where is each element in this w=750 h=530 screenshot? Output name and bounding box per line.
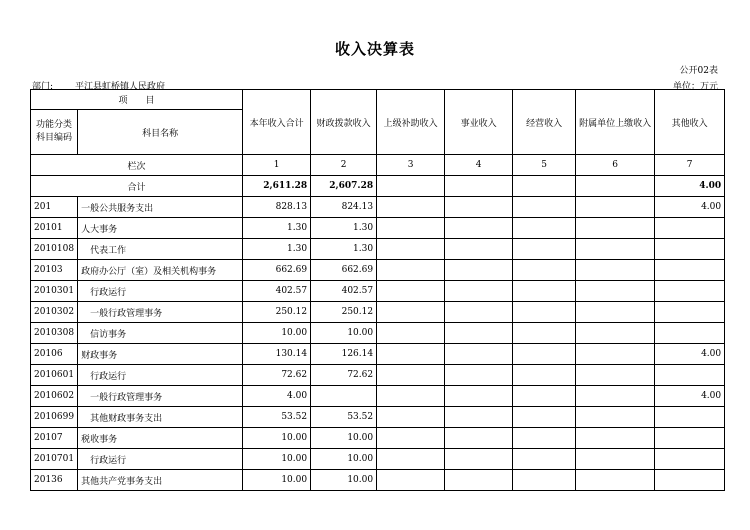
total-value-2: 2,607.28 (311, 176, 377, 197)
row-value-6 (576, 407, 655, 428)
table-row (31, 407, 725, 428)
row-value-3 (377, 218, 445, 239)
row-code: 2010302 (31, 302, 78, 323)
row-name: 人大事务 (78, 218, 243, 239)
row-value-2: 72.62 (311, 365, 377, 386)
row-value-7: 4.00 (655, 197, 725, 218)
row-code: 2010301 (31, 281, 78, 302)
table-row (31, 323, 725, 344)
row-value-6 (576, 344, 655, 365)
row-value-3 (377, 197, 445, 218)
total-label: 合计 (31, 176, 243, 197)
table-row (31, 344, 725, 365)
row-value-1: 828.13 (243, 197, 311, 218)
row-value-6 (576, 218, 655, 239)
col-header-5: 经营收入 (513, 90, 576, 155)
col-header-7: 其他收入 (655, 90, 725, 155)
row-value-4 (445, 197, 513, 218)
total-value-5 (513, 176, 576, 197)
row-name: 行政运行 (78, 365, 243, 386)
row-value-5 (513, 323, 576, 344)
table-row (31, 239, 725, 260)
row-value-1: 4.00 (243, 386, 311, 407)
row-value-7 (655, 218, 725, 239)
row-value-4 (445, 281, 513, 302)
row-value-3 (377, 428, 445, 449)
column-number-3: 3 (377, 155, 445, 176)
row-value-2: 10.00 (311, 323, 377, 344)
row-name: 其他财政事务支出 (78, 407, 243, 428)
column-number-row (31, 155, 725, 176)
col-header-2: 财政拨款收入 (311, 90, 377, 155)
row-value-5 (513, 386, 576, 407)
total-value-3 (377, 176, 445, 197)
row-value-1: 10.00 (243, 470, 311, 491)
row-value-3 (377, 470, 445, 491)
column-number-7: 7 (655, 155, 725, 176)
row-value-3 (377, 365, 445, 386)
row-value-3 (377, 386, 445, 407)
row-code: 2010602 (31, 386, 78, 407)
row-value-2 (311, 386, 377, 407)
row-value-7 (655, 323, 725, 344)
row-value-7: 4.00 (655, 386, 725, 407)
unit-label: 单位：万元 (672, 82, 718, 92)
row-value-1: 10.00 (243, 428, 311, 449)
col-header-4: 事业收入 (445, 90, 513, 155)
row-value-5 (513, 197, 576, 218)
row-value-7 (655, 407, 725, 428)
header-row-group (31, 90, 725, 110)
row-value-1: 10.00 (243, 449, 311, 470)
row-code: 20136 (31, 470, 78, 491)
total-value-6 (576, 176, 655, 197)
row-name: 行政运行 (78, 449, 243, 470)
row-value-4 (445, 323, 513, 344)
row-value-2: 10.00 (311, 449, 377, 470)
row-value-2: 53.52 (311, 407, 377, 428)
col-header-1: 本年收入合计 (243, 90, 311, 155)
row-code: 20103 (31, 260, 78, 281)
row-value-6 (576, 386, 655, 407)
row-value-3 (377, 302, 445, 323)
row-value-3 (377, 239, 445, 260)
row-code: 2010108 (31, 239, 78, 260)
row-code: 20101 (31, 218, 78, 239)
col-header-6: 附属单位上缴收入 (576, 90, 655, 155)
row-value-4 (445, 386, 513, 407)
row-name: 代表工作 (78, 239, 243, 260)
row-value-4 (445, 302, 513, 323)
row-code: 2010701 (31, 449, 78, 470)
row-value-2: 402.57 (311, 281, 377, 302)
table-row (31, 260, 725, 281)
row-value-2: 824.13 (311, 197, 377, 218)
row-value-6 (576, 260, 655, 281)
row-value-6 (576, 302, 655, 323)
item-group-header: 项 目 (31, 90, 243, 110)
total-value-1: 2,611.28 (243, 176, 311, 197)
column-number-4: 4 (445, 155, 513, 176)
row-value-3 (377, 449, 445, 470)
row-value-4 (445, 260, 513, 281)
row-code: 20107 (31, 428, 78, 449)
row-value-4 (445, 407, 513, 428)
row-value-4 (445, 239, 513, 260)
row-value-2: 1.30 (311, 239, 377, 260)
row-value-1: 10.00 (243, 323, 311, 344)
row-value-6 (576, 428, 655, 449)
row-label: 栏次 (31, 155, 243, 176)
form-number: 公开02表 (679, 66, 718, 76)
row-value-5 (513, 302, 576, 323)
department-name: 平江县虹桥镇人民政府 (75, 82, 166, 92)
column-number-5: 5 (513, 155, 576, 176)
row-value-3 (377, 323, 445, 344)
row-value-5 (513, 449, 576, 470)
row-value-6 (576, 239, 655, 260)
row-value-4 (445, 449, 513, 470)
table-row (31, 197, 725, 218)
row-value-6 (576, 470, 655, 491)
table-row (31, 281, 725, 302)
row-value-7 (655, 260, 725, 281)
column-number-6: 6 (576, 155, 655, 176)
row-value-5 (513, 260, 576, 281)
row-value-3 (377, 407, 445, 428)
row-value-2: 1.30 (311, 218, 377, 239)
row-value-1: 662.69 (243, 260, 311, 281)
row-value-1: 1.30 (243, 218, 311, 239)
table-row (31, 218, 725, 239)
row-value-7: 4.00 (655, 344, 725, 365)
row-name: 行政运行 (78, 281, 243, 302)
report-title: 收入决算表 (334, 40, 415, 58)
row-value-5 (513, 407, 576, 428)
table-row (31, 386, 725, 407)
row-code: 20106 (31, 344, 78, 365)
row-value-1: 402.57 (243, 281, 311, 302)
total-value-4 (445, 176, 513, 197)
code-header: 功能分类 科目编码 (31, 110, 78, 155)
row-value-6 (576, 197, 655, 218)
row-value-7 (655, 302, 725, 323)
row-value-7 (655, 470, 725, 491)
row-value-5 (513, 344, 576, 365)
row-value-2: 662.69 (311, 260, 377, 281)
table-row (31, 428, 725, 449)
total-row (31, 176, 725, 197)
row-value-4 (445, 470, 513, 491)
row-name: 其他共产党事务支出 (78, 470, 243, 491)
row-value-7 (655, 239, 725, 260)
column-number-1: 1 (243, 155, 311, 176)
row-value-5 (513, 281, 576, 302)
row-value-6 (576, 365, 655, 386)
row-value-5 (513, 365, 576, 386)
row-value-6 (576, 323, 655, 344)
row-name: 一般公共服务支出 (78, 197, 243, 218)
name-header: 科目名称 (78, 110, 243, 155)
column-number-2: 2 (311, 155, 377, 176)
table-row (31, 302, 725, 323)
row-code: 201 (31, 197, 78, 218)
department-label: 部门: (32, 82, 54, 92)
row-value-4 (445, 218, 513, 239)
row-value-1: 53.52 (243, 407, 311, 428)
table-row (31, 449, 725, 470)
row-value-2: 10.00 (311, 470, 377, 491)
row-value-5 (513, 239, 576, 260)
income-table (30, 89, 725, 491)
row-name: 政府办公厅（室）及相关机构事务 (78, 260, 243, 281)
row-value-4 (445, 365, 513, 386)
row-value-1: 1.30 (243, 239, 311, 260)
total-value-7: 4.00 (655, 176, 725, 197)
row-name: 税收事务 (78, 428, 243, 449)
table-row (31, 365, 725, 386)
row-value-4 (445, 344, 513, 365)
row-value-7 (655, 281, 725, 302)
row-code: 2010308 (31, 323, 78, 344)
row-value-6 (576, 281, 655, 302)
row-name: 信访事务 (78, 323, 243, 344)
row-value-2: 250.12 (311, 302, 377, 323)
row-value-7 (655, 365, 725, 386)
row-name: 一般行政管理事务 (78, 302, 243, 323)
row-value-1: 130.14 (243, 344, 311, 365)
row-value-7 (655, 428, 725, 449)
row-value-5 (513, 218, 576, 239)
row-value-4 (445, 428, 513, 449)
row-value-7 (655, 449, 725, 470)
row-value-3 (377, 260, 445, 281)
row-value-6 (576, 449, 655, 470)
row-value-3 (377, 344, 445, 365)
row-value-5 (513, 470, 576, 491)
row-name: 一般行政管理事务 (78, 386, 243, 407)
row-value-2: 10.00 (311, 428, 377, 449)
row-value-1: 72.62 (243, 365, 311, 386)
row-code: 2010601 (31, 365, 78, 386)
table-row (31, 470, 725, 491)
row-value-3 (377, 281, 445, 302)
row-value-2: 126.14 (311, 344, 377, 365)
row-value-1: 250.12 (243, 302, 311, 323)
row-value-5 (513, 428, 576, 449)
col-header-3: 上级补助收入 (377, 90, 445, 155)
row-code: 2010699 (31, 407, 78, 428)
row-name: 财政事务 (78, 344, 243, 365)
